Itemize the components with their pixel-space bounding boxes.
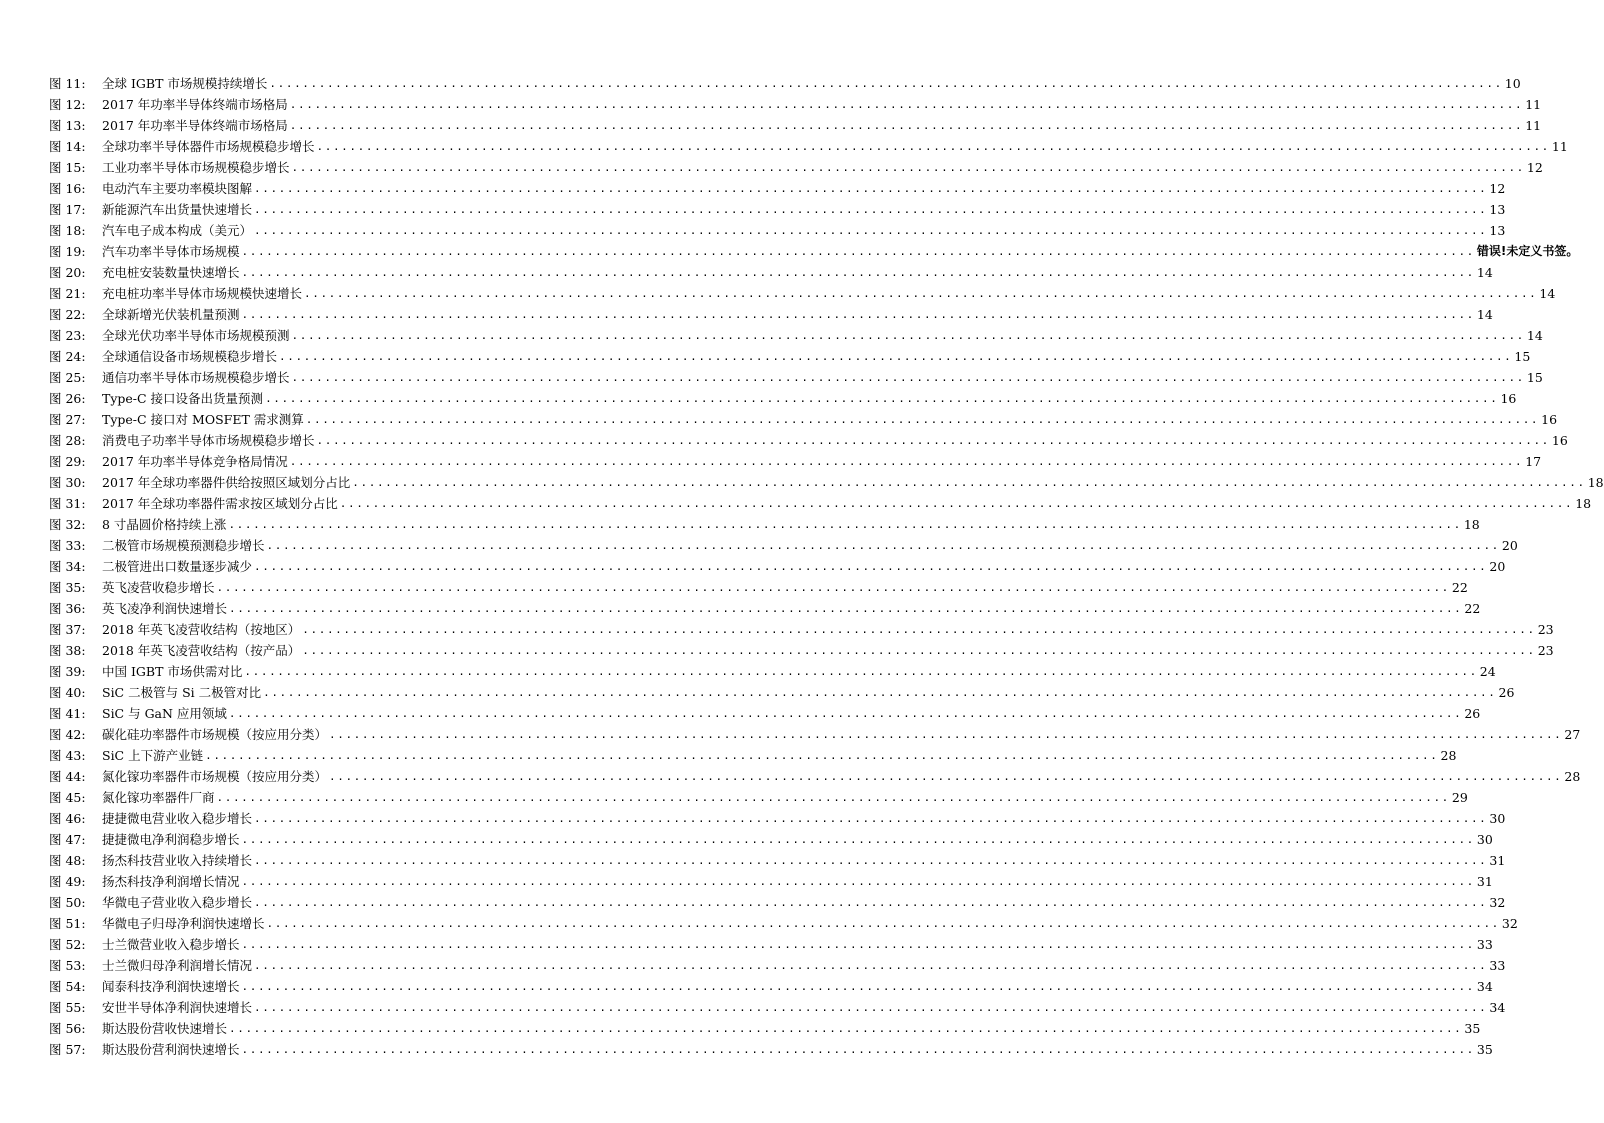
figure-title: 华微电子归母净利润快速增长 bbox=[102, 916, 265, 931]
toc-entry-body bbox=[102, 199, 1506, 220]
figure-title: 扬杰科技净利润增长情况 bbox=[102, 874, 240, 889]
page-number: 32 bbox=[1501, 916, 1518, 931]
figure-title: 中国 IGBT 市场供需对比 bbox=[102, 664, 243, 679]
dot-leader: ...................................................................................................................................................... bbox=[205, 749, 1439, 762]
dot-leader: ...................................................................................................................................................... bbox=[254, 854, 1488, 867]
toc-entry-body bbox=[102, 556, 1506, 577]
figure-label: 图 22: bbox=[49, 307, 86, 322]
figure-title: 全球功率半导体器件市场规模稳步增长 bbox=[102, 139, 315, 154]
toc-entry[interactable] bbox=[49, 94, 1542, 115]
toc-entry[interactable] bbox=[49, 325, 1543, 346]
toc-entry-body bbox=[102, 94, 1542, 115]
figure-title: 斯达股份营收快速增长 bbox=[102, 1021, 228, 1036]
toc-entry[interactable] bbox=[49, 976, 1493, 997]
page-number: 12 bbox=[1489, 181, 1506, 196]
figure-label: 图 15: bbox=[49, 160, 86, 175]
toc-entry-body bbox=[102, 262, 1493, 283]
figure-label: 图 23: bbox=[49, 328, 86, 343]
figure-title: 二极管进出口数量逐步减少 bbox=[102, 559, 253, 574]
dot-leader: ...................................................................................................................................................... bbox=[291, 329, 1525, 342]
toc-entry-body bbox=[102, 304, 1493, 325]
figure-label: 图 57: bbox=[49, 1042, 86, 1057]
toc-entry-body bbox=[102, 934, 1493, 955]
figure-title: 英飞凌营收稳步增长 bbox=[102, 580, 215, 595]
figure-title: 闻泰科技净利润快速增长 bbox=[102, 979, 240, 994]
figure-title: 安世半导体净利润快速增长 bbox=[102, 1000, 253, 1015]
figure-label: 图 36: bbox=[49, 601, 86, 616]
figure-title: 新能源汽车出货量快速增长 bbox=[102, 202, 253, 217]
figure-title: 2018 年英飞凌营收结构（按地区） bbox=[102, 622, 301, 637]
toc-entry[interactable] bbox=[49, 850, 1506, 871]
figure-title: 全球光伏功率半导体市场规模预测 bbox=[102, 328, 290, 343]
figure-label: 图 21: bbox=[49, 286, 86, 301]
toc-entry-body bbox=[102, 619, 1554, 640]
page-number: 28 bbox=[1564, 769, 1581, 784]
figure-label: 图 52: bbox=[49, 937, 86, 952]
figure-title: 全球通信设备市场规模稳步增长 bbox=[102, 349, 278, 364]
figure-title: 斯达股份营利润快速增长 bbox=[102, 1042, 240, 1057]
dot-leader: ...................................................................................................................................................... bbox=[291, 161, 1525, 174]
toc-entry[interactable] bbox=[49, 745, 1457, 766]
toc-entry[interactable] bbox=[49, 136, 1568, 157]
figure-title: 英飞凌净利润快速增长 bbox=[102, 601, 228, 616]
figure-title: 消费电子功率半导体市场规模稳步增长 bbox=[102, 433, 315, 448]
dot-leader: ...................................................................................................................................................... bbox=[269, 77, 1503, 90]
figure-title: 士兰微营业收入稳步增长 bbox=[102, 937, 240, 952]
toc-entry-body bbox=[102, 997, 1506, 1018]
dot-leader: ...................................................................................................................................................... bbox=[228, 707, 1463, 720]
page-number: 35 bbox=[1464, 1021, 1481, 1036]
dot-leader: ...................................................................................................................................................... bbox=[241, 1043, 1475, 1056]
figure-label: 图 50: bbox=[49, 895, 86, 910]
toc-entry-body bbox=[102, 871, 1493, 892]
page-number: 18 bbox=[1463, 517, 1480, 532]
page-number: 24 bbox=[1479, 664, 1496, 679]
figure-label: 图 35: bbox=[49, 580, 86, 595]
toc-entry[interactable] bbox=[49, 451, 1542, 472]
figure-title: 充电桩功率半导体市场规模快速增长 bbox=[102, 286, 303, 301]
page-number-error: 错误!未定义书签。 bbox=[1476, 244, 1579, 258]
page-number: 14 bbox=[1476, 265, 1493, 280]
figure-label: 图 13: bbox=[49, 118, 86, 133]
dot-leader: ...................................................................................................................................................... bbox=[216, 581, 1450, 594]
figure-label: 图 48: bbox=[49, 853, 86, 868]
figure-title: SiC 上下游产业链 bbox=[102, 748, 204, 763]
figure-label: 图 33: bbox=[49, 538, 86, 553]
toc-entry-body bbox=[102, 367, 1543, 388]
page-number: 31 bbox=[1476, 874, 1493, 889]
toc-entry[interactable] bbox=[49, 367, 1543, 388]
figure-label: 图 56: bbox=[49, 1021, 86, 1036]
toc-entry[interactable] bbox=[49, 157, 1543, 178]
page-number: 11 bbox=[1525, 118, 1542, 133]
toc-entry-body bbox=[102, 829, 1493, 850]
page-number: 20 bbox=[1501, 538, 1518, 553]
figure-title: 华微电子营业收入稳步增长 bbox=[102, 895, 253, 910]
figure-title: 工业功率半导体市场规模稳步增长 bbox=[102, 160, 290, 175]
page-number: 35 bbox=[1476, 1042, 1493, 1057]
figure-title: 2017 年功率半导体竞争格局情况 bbox=[102, 454, 288, 469]
toc-entry[interactable] bbox=[49, 409, 1558, 430]
page-number: 34 bbox=[1476, 979, 1493, 994]
figure-label: 图 47: bbox=[49, 832, 86, 847]
figure-title: 充电桩安装数量快速增长 bbox=[102, 265, 240, 280]
toc-entry-body bbox=[102, 766, 1581, 787]
dot-leader: ...................................................................................................................................................... bbox=[289, 98, 1524, 111]
toc-entry[interactable] bbox=[49, 640, 1554, 661]
figure-label: 图 41: bbox=[49, 706, 86, 721]
dot-leader: ...................................................................................................................................................... bbox=[304, 287, 1538, 300]
dot-leader: ...................................................................................................................................................... bbox=[254, 812, 1488, 825]
toc-entry-body bbox=[102, 535, 1518, 556]
toc-entry[interactable] bbox=[49, 115, 1542, 136]
dot-leader: ...................................................................................................................................................... bbox=[339, 497, 1574, 510]
page-number: 16 bbox=[1500, 391, 1517, 406]
toc-entry[interactable] bbox=[49, 304, 1493, 325]
figure-label: 图 28: bbox=[49, 433, 86, 448]
dot-leader: ...................................................................................................................................................... bbox=[302, 623, 1536, 636]
page-number: 33 bbox=[1489, 958, 1506, 973]
dot-leader: ...................................................................................................................................................... bbox=[289, 455, 1524, 468]
toc-entry[interactable] bbox=[49, 703, 1481, 724]
toc-entry-body bbox=[102, 976, 1493, 997]
figure-label: 图 25: bbox=[49, 370, 86, 385]
toc-entry[interactable] bbox=[49, 913, 1518, 934]
toc-entry-body bbox=[102, 241, 1579, 262]
figure-label: 图 17: bbox=[49, 202, 86, 217]
toc-entry-body bbox=[102, 409, 1558, 430]
page-number: 10 bbox=[1504, 76, 1521, 91]
figure-label: 图 16: bbox=[49, 181, 86, 196]
figure-title: 2017 年全球功率器件供给按照区域划分占比 bbox=[102, 475, 351, 490]
figure-label: 图 49: bbox=[49, 874, 86, 889]
figure-title: 二极管市场规模预测稳步增长 bbox=[102, 538, 265, 553]
figure-label: 图 43: bbox=[49, 748, 86, 763]
toc-entry[interactable] bbox=[49, 556, 1506, 577]
figure-title: 捷捷微电净利润稳步增长 bbox=[102, 832, 240, 847]
figure-label: 图 31: bbox=[49, 496, 86, 511]
dot-leader: ...................................................................................................................................................... bbox=[266, 539, 1500, 552]
figure-title: 氮化镓功率器件市场规模（按应用分类） bbox=[102, 769, 328, 784]
dot-leader: ...................................................................................................................................................... bbox=[279, 350, 1513, 363]
figure-label: 图 39: bbox=[49, 664, 86, 679]
figure-title: 全球新增光伏装机量预测 bbox=[102, 307, 240, 322]
toc-entry[interactable] bbox=[49, 388, 1517, 409]
dot-leader: ...................................................................................................................................................... bbox=[254, 224, 1488, 237]
dot-leader: ...................................................................................................................................................... bbox=[254, 1001, 1488, 1014]
page-number: 13 bbox=[1489, 223, 1506, 238]
toc-entry-body bbox=[102, 220, 1506, 241]
toc-entry-body bbox=[102, 661, 1496, 682]
dot-leader: ...................................................................................................................................................... bbox=[241, 245, 1475, 258]
figure-title: 汽车电子成本构成（美元） bbox=[102, 223, 253, 238]
dot-leader: ...................................................................................................................................................... bbox=[241, 875, 1475, 888]
page-number: 23 bbox=[1537, 622, 1554, 637]
figure-title: 全球 IGBT 市场规模持续增长 bbox=[102, 76, 268, 91]
toc-entry-body bbox=[102, 325, 1543, 346]
page-number: 15 bbox=[1526, 370, 1543, 385]
page-number: 11 bbox=[1525, 97, 1542, 112]
dot-leader: ...................................................................................................................................................... bbox=[254, 203, 1488, 216]
page-number: 12 bbox=[1526, 160, 1543, 175]
page-number: 27 bbox=[1564, 727, 1581, 742]
dot-leader: ...................................................................................................................................................... bbox=[265, 392, 1499, 405]
toc-entry-body bbox=[102, 598, 1481, 619]
toc-entry[interactable] bbox=[49, 346, 1531, 367]
toc-entry[interactable] bbox=[49, 283, 1556, 304]
dot-leader: ...................................................................................................................................................... bbox=[241, 266, 1475, 279]
figure-label: 图 27: bbox=[49, 412, 86, 427]
dot-leader: ...................................................................................................................................................... bbox=[316, 140, 1550, 153]
figure-label: 图 11: bbox=[49, 76, 86, 91]
page-number: 26 bbox=[1464, 706, 1481, 721]
toc-entry[interactable] bbox=[49, 724, 1581, 745]
dot-leader: ...................................................................................................................................................... bbox=[229, 1022, 1463, 1035]
toc-entry[interactable] bbox=[49, 934, 1493, 955]
dot-leader: ...................................................................................................................................................... bbox=[228, 518, 1462, 531]
figure-label: 图 30: bbox=[49, 475, 86, 490]
toc-entry-body bbox=[102, 850, 1506, 871]
page-number: 23 bbox=[1537, 643, 1554, 658]
figure-label: 图 44: bbox=[49, 769, 86, 784]
toc-entry-body bbox=[102, 472, 1604, 493]
toc-entry-body bbox=[102, 913, 1518, 934]
dot-leader: ...................................................................................................................................................... bbox=[329, 728, 1563, 741]
page-number: 31 bbox=[1489, 853, 1506, 868]
page-number: 14 bbox=[1476, 307, 1493, 322]
page-number: 22 bbox=[1464, 601, 1481, 616]
toc-entry[interactable] bbox=[49, 892, 1506, 913]
figure-label: 图 18: bbox=[49, 223, 86, 238]
dot-leader: ...................................................................................................................................................... bbox=[241, 308, 1475, 321]
figure-label: 图 40: bbox=[49, 685, 86, 700]
toc-entry-body bbox=[102, 178, 1506, 199]
toc-entry[interactable] bbox=[49, 472, 1604, 493]
toc-entry-body bbox=[102, 577, 1468, 598]
figure-title: Type-C 接口对 MOSFET 需求测算 bbox=[102, 412, 304, 427]
page-number: 17 bbox=[1525, 454, 1542, 469]
figure-label: 图 34: bbox=[49, 559, 86, 574]
figure-title: 汽车功率半导体市场规模 bbox=[102, 244, 240, 259]
toc-entry-body bbox=[102, 1018, 1481, 1039]
dot-leader: ...................................................................................................................................................... bbox=[352, 476, 1586, 489]
toc-entry-body bbox=[102, 787, 1468, 808]
figure-label: 图 51: bbox=[49, 916, 86, 931]
figure-title: 2017 年全球功率器件需求按区域划分占比 bbox=[102, 496, 338, 511]
figure-title: 通信功率半导体市场规模稳步增长 bbox=[102, 370, 290, 385]
figure-label: 图 54: bbox=[49, 979, 86, 994]
toc-entry-body bbox=[102, 682, 1515, 703]
toc-entry[interactable] bbox=[49, 997, 1506, 1018]
dot-leader: ...................................................................................................................................................... bbox=[244, 665, 1478, 678]
dot-leader: ...................................................................................................................................................... bbox=[216, 791, 1450, 804]
page-number: 30 bbox=[1476, 832, 1493, 847]
figure-title: 2018 年英飞凌营收结构（按产品） bbox=[102, 643, 301, 658]
toc-entry-body bbox=[102, 73, 1521, 94]
dot-leader: ...................................................................................................................................................... bbox=[254, 959, 1488, 972]
toc-entry-body bbox=[102, 283, 1556, 304]
dot-leader: ...................................................................................................................................................... bbox=[241, 833, 1475, 846]
toc-entry-body bbox=[102, 892, 1506, 913]
figure-label: 图 38: bbox=[49, 643, 86, 658]
figure-label: 图 19: bbox=[49, 244, 86, 259]
toc-entry[interactable] bbox=[49, 598, 1481, 619]
dot-leader: ...................................................................................................................................................... bbox=[266, 917, 1500, 930]
dot-leader: ...................................................................................................................................................... bbox=[305, 413, 1540, 426]
dot-leader: ...................................................................................................................................................... bbox=[254, 560, 1488, 573]
toc-entry-body bbox=[102, 388, 1517, 409]
dot-leader: ...................................................................................................................................................... bbox=[289, 119, 1524, 132]
figure-title: 扬杰科技营业收入持续增长 bbox=[102, 853, 253, 868]
toc-entry[interactable] bbox=[49, 514, 1480, 535]
page-number: 14 bbox=[1539, 286, 1556, 301]
dot-leader: ...................................................................................................................................................... bbox=[254, 182, 1488, 195]
toc-entry[interactable] bbox=[49, 955, 1506, 976]
dot-leader: ...................................................................................................................................................... bbox=[254, 896, 1488, 909]
toc-entry[interactable] bbox=[49, 1018, 1481, 1039]
toc-entry[interactable] bbox=[49, 577, 1468, 598]
toc-entry[interactable] bbox=[49, 682, 1515, 703]
figure-title: Type-C 接口设备出货量预测 bbox=[102, 391, 264, 406]
toc-entry-body bbox=[102, 745, 1457, 766]
toc-entry[interactable] bbox=[49, 871, 1493, 892]
figure-label: 图 53: bbox=[49, 958, 86, 973]
toc-entry-body bbox=[102, 346, 1531, 367]
page-number: 16 bbox=[1541, 412, 1558, 427]
dot-leader: ...................................................................................................................................................... bbox=[291, 371, 1525, 384]
figure-title: 士兰微归母净利润增长情况 bbox=[102, 958, 253, 973]
page-number: 29 bbox=[1451, 790, 1468, 805]
toc-entry[interactable] bbox=[49, 661, 1496, 682]
toc-entry-body bbox=[102, 430, 1568, 451]
page-number: 28 bbox=[1440, 748, 1457, 763]
page-number: 15 bbox=[1514, 349, 1531, 364]
figure-title: 2017 年功率半导体终端市场格局 bbox=[102, 118, 288, 133]
figure-label: 图 12: bbox=[49, 97, 86, 112]
toc-entry[interactable] bbox=[49, 808, 1506, 829]
toc-entry-body bbox=[102, 808, 1506, 829]
figure-label: 图 42: bbox=[49, 727, 86, 742]
toc-entry-body bbox=[102, 703, 1481, 724]
figure-label: 图 32: bbox=[49, 517, 86, 532]
figure-title: 8 寸晶圆价格持续上涨 bbox=[102, 517, 227, 532]
figure-title: SiC 与 GaN 应用领域 bbox=[102, 706, 227, 721]
toc-entry[interactable] bbox=[49, 241, 1579, 262]
toc-entry-body bbox=[102, 115, 1542, 136]
toc-entry-body bbox=[102, 640, 1554, 661]
toc-entry[interactable] bbox=[49, 430, 1568, 451]
figure-title: 碳化硅功率器件市场规模（按应用分类） bbox=[102, 727, 328, 742]
toc-entry-body bbox=[102, 136, 1568, 157]
dot-leader: ...................................................................................................................................................... bbox=[329, 770, 1563, 783]
page-number: 20 bbox=[1489, 559, 1506, 574]
toc-entry-body bbox=[102, 514, 1480, 535]
toc-entry[interactable] bbox=[49, 619, 1554, 640]
dot-leader: ...................................................................................................................................................... bbox=[302, 644, 1536, 657]
figure-label: 图 24: bbox=[49, 349, 86, 364]
toc-entry[interactable] bbox=[49, 1039, 1493, 1060]
page-number: 13 bbox=[1489, 202, 1506, 217]
figure-label: 图 26: bbox=[49, 391, 86, 406]
page-number: 26 bbox=[1498, 685, 1515, 700]
toc-entry[interactable] bbox=[49, 535, 1518, 556]
toc-entry-body bbox=[102, 493, 1592, 514]
toc-entry[interactable] bbox=[49, 787, 1468, 808]
figure-label: 图 29: bbox=[49, 454, 86, 469]
figure-label: 图 37: bbox=[49, 622, 86, 637]
page-number: 16 bbox=[1551, 433, 1568, 448]
toc-entry[interactable] bbox=[49, 178, 1506, 199]
figure-title: 氮化镓功率器件厂商 bbox=[102, 790, 215, 805]
toc-entry[interactable] bbox=[49, 829, 1493, 850]
figure-label: 图 20: bbox=[49, 265, 86, 280]
toc-entry[interactable] bbox=[49, 73, 1521, 94]
toc-entry-body bbox=[102, 451, 1542, 472]
toc-entry[interactable] bbox=[49, 220, 1506, 241]
toc-entry-body bbox=[102, 1039, 1493, 1060]
toc-entry[interactable] bbox=[49, 766, 1581, 787]
page-number: 30 bbox=[1489, 811, 1506, 826]
dot-leader: ...................................................................................................................................................... bbox=[241, 980, 1475, 993]
dot-leader: ...................................................................................................................................................... bbox=[263, 686, 1497, 699]
page-number: 22 bbox=[1451, 580, 1468, 595]
figure-title: 捷捷微电营业收入稳步增长 bbox=[102, 811, 253, 826]
page-number: 18 bbox=[1575, 496, 1592, 511]
dot-leader: ...................................................................................................................................................... bbox=[316, 434, 1550, 447]
figure-label: 图 55: bbox=[49, 1000, 86, 1015]
toc-entry[interactable] bbox=[49, 199, 1506, 220]
page-number: 34 bbox=[1489, 1000, 1506, 1015]
page-number: 14 bbox=[1526, 328, 1543, 343]
figure-label: 图 46: bbox=[49, 811, 86, 826]
figure-title: 电动汽车主要功率模块图解 bbox=[102, 181, 253, 196]
figure-title: SiC 二极管与 Si 二极管对比 bbox=[102, 685, 262, 700]
dot-leader: ...................................................................................................................................................... bbox=[241, 938, 1475, 951]
figure-label: 图 45: bbox=[49, 790, 86, 805]
figure-title: 2017 年功率半导体终端市场格局 bbox=[102, 97, 288, 112]
toc-entry[interactable] bbox=[49, 493, 1592, 514]
toc-entry-body bbox=[102, 157, 1543, 178]
list-of-figures bbox=[49, 73, 1604, 1060]
dot-leader: ...................................................................................................................................................... bbox=[229, 602, 1463, 615]
toc-entry[interactable] bbox=[49, 262, 1493, 283]
toc-entry-body bbox=[102, 955, 1506, 976]
page-number: 18 bbox=[1587, 475, 1604, 490]
page-number: 32 bbox=[1489, 895, 1506, 910]
page-number: 33 bbox=[1476, 937, 1493, 952]
toc-entry-body bbox=[102, 724, 1581, 745]
page-number: 11 bbox=[1551, 139, 1568, 154]
figure-label: 图 14: bbox=[49, 139, 86, 154]
